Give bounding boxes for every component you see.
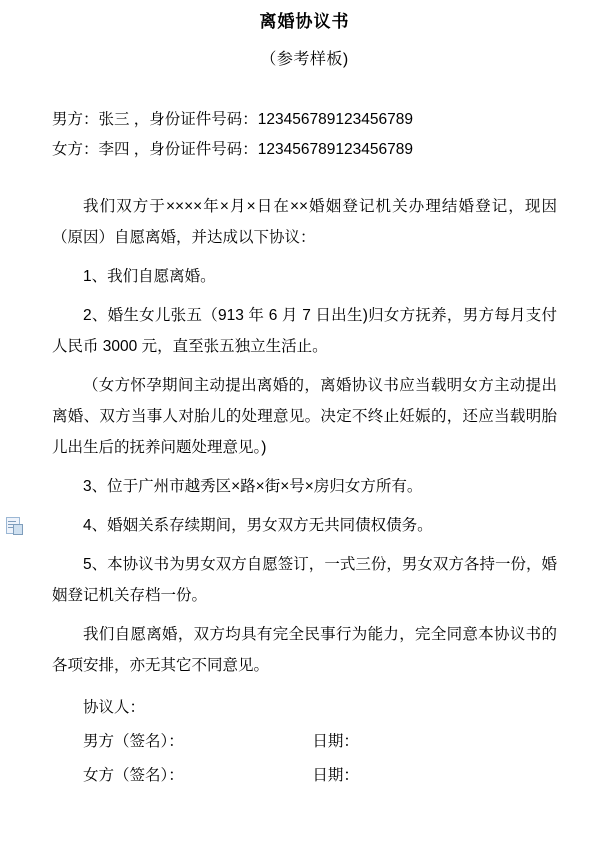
- signature-block: [52, 691, 557, 793]
- signature-row-wife: [52, 759, 557, 793]
- page-overlay: [13, 524, 23, 535]
- document-page: [0, 7, 609, 853]
- parties-block: [52, 105, 557, 165]
- paragraph-clause-2: 2、婚生女儿张五（913 年 6 月 7 日出生)归女方抚养，男方每月支付人民币 3000 元，直至张五独立生活止。: [52, 307, 557, 355]
- signature-date-wife: 日期：: [312, 767, 359, 784]
- signature-name-wife: 女方（签名）：: [83, 767, 184, 784]
- agreement-body: [52, 191, 557, 681]
- paragraph-closing: 我们自愿离婚，双方均具有完全民事行为能力，完全同意本协议书的各项安排，亦无其它不同意见。: [52, 626, 557, 674]
- paragraph-note-pregnancy: （女方怀孕期间主动提出离婚的，离婚协议书应当载明女方主动提出离婚、双方当事人对胎儿的处理意见。决定不终止妊娠的，还应当载明胎儿出生后的抚养问题处理意见。): [52, 377, 557, 456]
- signature-name-husband: 男方（签名）：: [83, 733, 184, 750]
- signature-row-husband: [52, 725, 557, 759]
- party-line-husband: 男方：张三 ，身份证件号码：123456789123456789: [52, 111, 413, 128]
- paragraph-clause-4: 4、婚姻关系存续期间，男女双方无共同债权债务。: [83, 517, 433, 534]
- document-subtitle: （参考样板): [260, 51, 349, 68]
- paragraph-clause-5: 5、本协议书为男女双方自愿签订，一式三份，男女双方各持一份，婚姻登记机关存档一份。: [52, 556, 557, 604]
- party-line-wife: 女方：李四 ，身份证件号码：123456789123456789: [52, 141, 413, 158]
- signature-label: 协议人：: [83, 699, 146, 716]
- document-thumbnail-icon: [4, 515, 22, 535]
- page-line: [8, 521, 16, 522]
- signature-date-husband: 日期：: [312, 733, 359, 750]
- paragraph-clause-1: 1、我们自愿离婚。: [83, 268, 216, 285]
- document-title: 离婚协议书: [259, 12, 350, 31]
- paragraph-clause-3: 3、位于广州市越秀区×路×街×号×房归女方所有。: [83, 478, 423, 495]
- paragraph-preamble: 我们双方于××××年×月×日在××婚姻登记机关办理结婚登记，现因（原因）自愿离婚，并达成以下协议：: [52, 198, 557, 246]
